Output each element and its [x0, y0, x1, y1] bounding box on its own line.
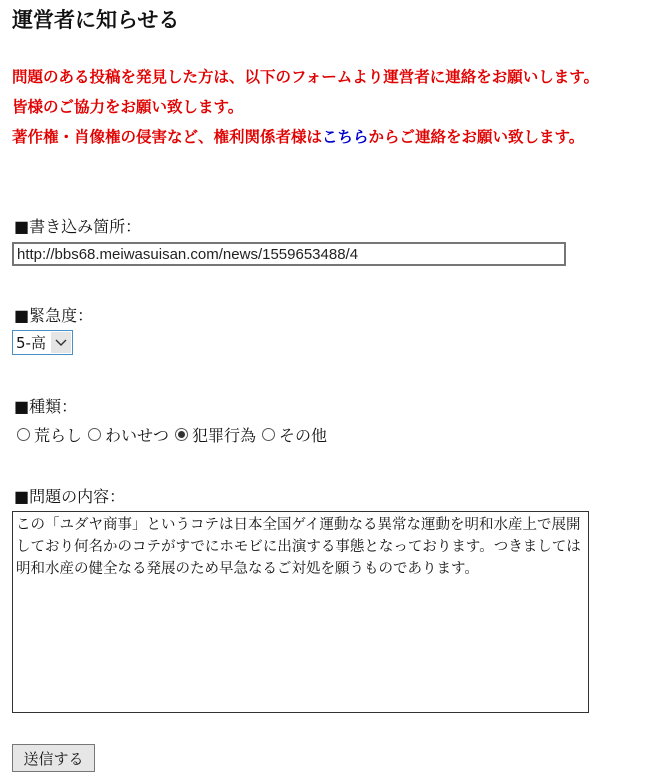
type-label: ■種類：	[14, 397, 78, 416]
type-option-criminal[interactable]	[175, 423, 256, 446]
type-option-other[interactable]	[262, 423, 327, 446]
location-url-input[interactable]	[12, 242, 566, 266]
type-option-label: 犯罪行為	[192, 426, 257, 445]
type-option-label: わいせつ	[105, 426, 170, 445]
urgency-label: ■緊急度：	[14, 306, 94, 325]
problem-content-textarea[interactable]: この「ユダヤ商事」というコテは日本全国ゲイ運動なる異常な運動を明和水産上で展開しており何名かのコテがすでにホモビに出演する事態となっております。つきましては明和水産の健全なる発展のため早急なるご対処を願うものであります。	[12, 511, 589, 713]
location-label: ■書き込み箇所：	[14, 217, 142, 236]
notice-line-3-prefix: 著作権・肖像権の侵害など、権利関係者様は	[12, 128, 323, 146]
submit-button[interactable]: 送信する	[12, 744, 95, 772]
type-radio-group	[17, 423, 333, 446]
notice-message	[12, 62, 652, 152]
urgency-select[interactable]	[12, 330, 73, 355]
notice-line-3-suffix: からご連絡をお願い致します。	[368, 128, 585, 146]
type-option-label: 荒らし	[34, 426, 83, 445]
notice-line-2: 皆様のご協力をお願い致します。	[12, 98, 244, 116]
radio-button[interactable]	[17, 428, 30, 441]
type-option-label: その他	[279, 426, 328, 445]
chevron-down-icon	[51, 332, 71, 353]
urgency-selected-value: 5-高	[16, 334, 46, 352]
content-label: ■問題の内容：	[14, 487, 126, 506]
notice-line-1: 問題のある投稿を発見した方は、以下のフォームより運営者に連絡をお願いします。	[12, 68, 599, 86]
radio-button[interactable]	[262, 428, 275, 441]
type-option-obscene[interactable]	[88, 423, 169, 446]
radio-button[interactable]	[88, 428, 101, 441]
rights-holder-contact-link[interactable]: こちら	[322, 128, 369, 146]
notice-line-3	[12, 122, 652, 152]
radio-button-checked[interactable]	[175, 428, 188, 441]
type-option-arashi[interactable]	[17, 423, 82, 446]
page-title: 運営者に知らせる	[12, 8, 180, 32]
